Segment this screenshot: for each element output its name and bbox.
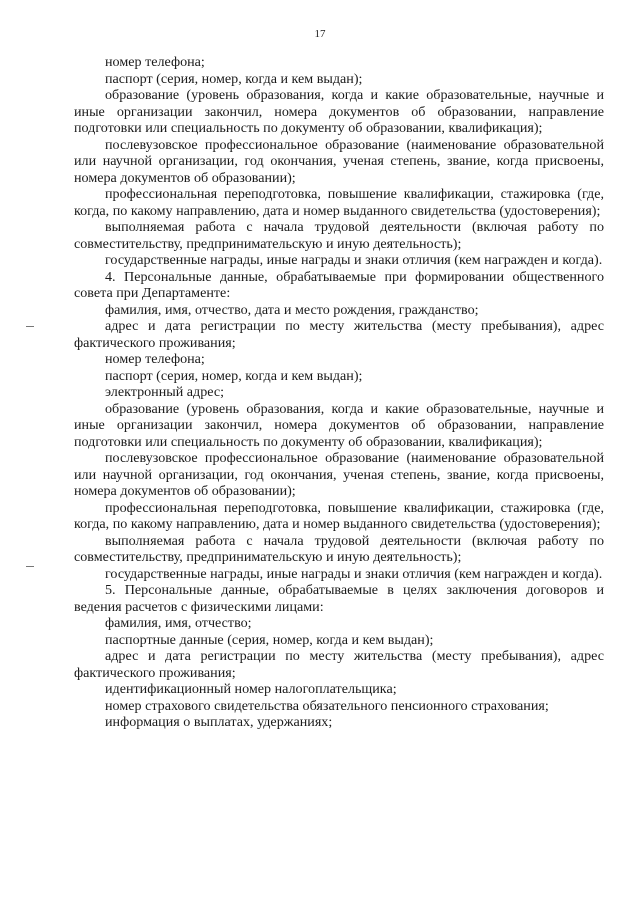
paragraph: номер страхового свидетельства обязательного пенсионного страхования; xyxy=(105,697,549,714)
paragraph: послевузовское профессиональное образование (наименование образовательной или научной организации, год окончания, ученая степень, звание, когда присвоены, номера документов об образовании); xyxy=(74,136,604,186)
paragraph: образование (уровень образования, когда и какие образовательные, научные и иные организации закончил, номера документов об образовании, направление подготовки или специальность по документу об образовании, квалификация); xyxy=(74,400,604,450)
paragraph: образование (уровень образования, когда и какие образовательные, научные и иные организации закончил, номера документов об образовании, направление подготовки или специальность по документу об образовании, квалификация); xyxy=(74,87,604,136)
paragraph: фамилия, имя, отчество; xyxy=(105,615,252,631)
paragraph: адрес и дата регистрации по месту жительства (месту пребывания), адрес фактического проживания; xyxy=(74,648,604,681)
paragraph: профессиональная переподготовка, повышение квалификации, стажировка (где, когда, по какому направлению, дата и номер выданного свидетельства (удостоверения); xyxy=(74,499,604,532)
paragraph: государственные награды, иные награды и знаки отличия (кем награжден и когда). xyxy=(105,565,603,582)
paragraph: номер телефона; xyxy=(105,351,205,367)
paragraph: информация о выплатах, удержаниях; xyxy=(105,714,333,730)
paragraph: паспорт (серия, номер, когда и кем выдан); xyxy=(105,367,363,384)
paragraph: электронный адрес; xyxy=(105,384,225,400)
paragraph: государственные награды, иные награды и знаки отличия (кем награжден и когда). xyxy=(105,252,603,268)
page-number: 17 xyxy=(314,28,326,40)
section-heading: 5. Персональные данные, обрабатываемые в целях заключения договоров и ведения расчетов с физическими лицами: xyxy=(74,582,604,615)
paragraph: профессиональная переподготовка, повышение квалификации, стажировка (где, когда, по какому направлению, дата и номер выданного свидетельства (удостоверения); xyxy=(74,186,604,219)
paragraph: паспорт (серия, номер, когда и кем выдан); xyxy=(105,70,363,87)
paragraph: паспортные данные (серия, номер, когда и кем выдан); xyxy=(105,631,434,648)
margin-mark xyxy=(26,326,34,327)
paragraph: выполняемая работа с начала трудовой деятельности (включая работу по совместительству, предпринимательскую и иную деятельность); xyxy=(74,532,604,565)
paragraph: адрес и дата регистрации по месту жительства (месту пребывания), адрес фактического проживания; xyxy=(74,318,604,351)
section-heading: 4. Персональные данные, обрабатываемые при формировании общественного совета при Департаменте: xyxy=(74,268,604,301)
document-body xyxy=(74,54,604,731)
paragraph: идентификационный номер налогоплательщика; xyxy=(105,681,397,697)
paragraph: номер телефона; xyxy=(105,54,205,70)
paragraph: выполняемая работа с начала трудовой деятельности (включая работу по совместительству, предпринимательскую и иную деятельность); xyxy=(74,219,604,252)
paragraph: фамилия, имя, отчество, дата и место рождения, гражданство; xyxy=(105,301,479,318)
paragraph: послевузовское профессиональное образование (наименование образовательной или научной организации, год окончания, ученая степень, звание, когда присвоены, номера документов об образовании); xyxy=(74,450,604,499)
margin-mark xyxy=(26,566,34,567)
